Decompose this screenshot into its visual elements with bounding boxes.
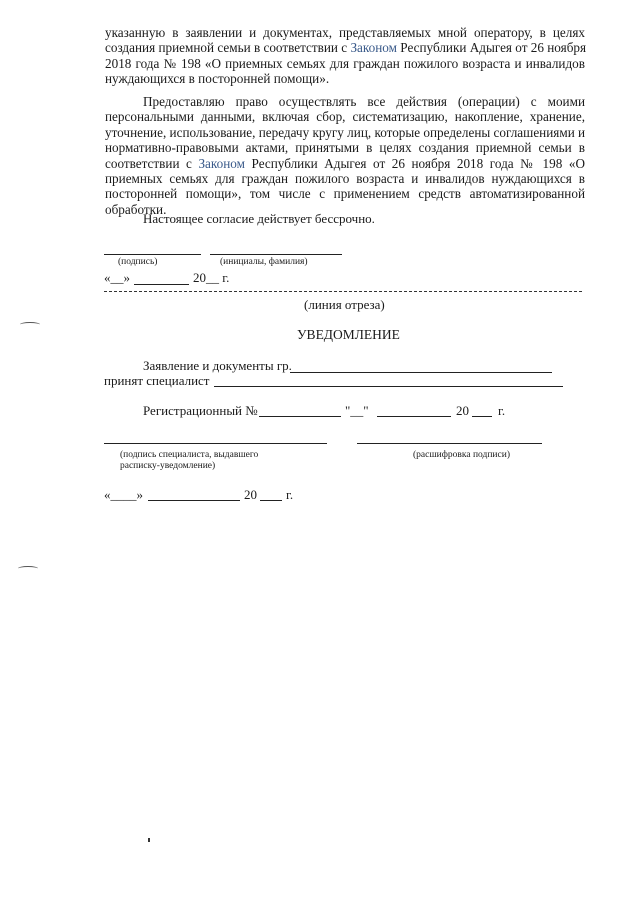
text-line: посторонней помощи», том числе с применением средств автоматизированной (105, 186, 585, 202)
registration-year: 20 (456, 403, 469, 418)
signature-transcript-caption: (расшифровка подписи) (413, 450, 510, 460)
text-line: уточнение, использование, передачу кругу лиц, которые определены соглашениями и (105, 124, 586, 140)
specialist-signature-caption-2: расписку-уведомление) (120, 461, 216, 471)
scan-mark (20, 322, 40, 327)
text-fragment: соответствии с (105, 155, 199, 171)
text-line: персональными данными, включая сбор, систематизацию, накопление, хранение, (105, 109, 585, 125)
signature-caption: (подпись) (118, 257, 158, 267)
signature-transcript-line[interactable] (357, 443, 542, 444)
paragraph-consent-rights (105, 94, 585, 217)
law-link[interactable]: Законом (350, 40, 397, 56)
text-line (105, 40, 585, 55)
text-line (105, 156, 585, 171)
initials-line[interactable] (210, 254, 342, 255)
text-line: нормативно-правовыми актами, принятыми в целях создания приемной семьи в (105, 140, 585, 156)
specialist-label: принят специалист (104, 373, 210, 388)
notice-title: УВЕДОМЛЕНИЕ (297, 327, 400, 342)
applicant-label: Заявление и документы гр. (143, 358, 292, 373)
initials-caption: (инициалы, фамилия) (220, 257, 308, 267)
text-line: указанную в заявлении и документах, представляемых мной оператору, в целях (105, 25, 585, 40)
text-line: приемных семьях для граждан пожилого возраста и инвалидов нуждающихся в (105, 171, 585, 187)
registration-day[interactable]: "__" (345, 403, 369, 418)
registration-month-line[interactable] (377, 416, 451, 417)
text-line: обработки. (105, 201, 167, 217)
registration-year-suffix: г. (498, 403, 506, 418)
scan-dot (148, 838, 150, 842)
specialist-signature-line[interactable] (104, 443, 327, 444)
specialist-signature-caption: (подпись специалиста, выдавшего (120, 450, 259, 460)
law-link[interactable]: Законом (198, 155, 245, 171)
text-line: Предоставляю право осуществлять все действия (операции) с моими (143, 94, 585, 109)
text-fragment: Республики Адыгея от 26 ноября (396, 40, 587, 56)
cut-line-label: (линия отреза) (304, 297, 385, 312)
specialist-name-line[interactable] (214, 386, 563, 387)
notice-date-day[interactable]: «____» (104, 487, 143, 502)
cut-line (104, 291, 582, 292)
text-fragment: создания приемной семьи в соответствии с (105, 40, 351, 56)
notice-date-month-line[interactable] (148, 500, 240, 501)
registration-year-line[interactable] (472, 416, 492, 417)
notice-date-year-line[interactable] (260, 500, 282, 501)
text-line: нуждающихся в посторонней помощи». (105, 71, 330, 87)
text-fragment: Республики Адыгея от 26 ноября 2018 года № 198 «О (245, 155, 585, 171)
signature-line[interactable] (104, 254, 201, 255)
registration-number-line[interactable] (259, 416, 341, 417)
notice-date-suffix: г. (286, 487, 294, 502)
paragraph-consent-purpose (105, 25, 585, 87)
date-month-line[interactable] (134, 284, 189, 285)
date-year[interactable]: 20__ г. (193, 270, 230, 285)
registration-label: Регистрационный № (143, 403, 258, 418)
notice-date-year: 20 (244, 487, 257, 502)
date-day[interactable]: «__» (104, 270, 130, 285)
scan-mark (18, 566, 38, 571)
text-line: 2018 года № 198 «О приемных семьях для граждан пожилого возраста и инвалидов (105, 55, 585, 71)
applicant-name-line[interactable] (290, 372, 552, 373)
paragraph-validity: Настоящее согласие действует бессрочно. (143, 211, 375, 226)
